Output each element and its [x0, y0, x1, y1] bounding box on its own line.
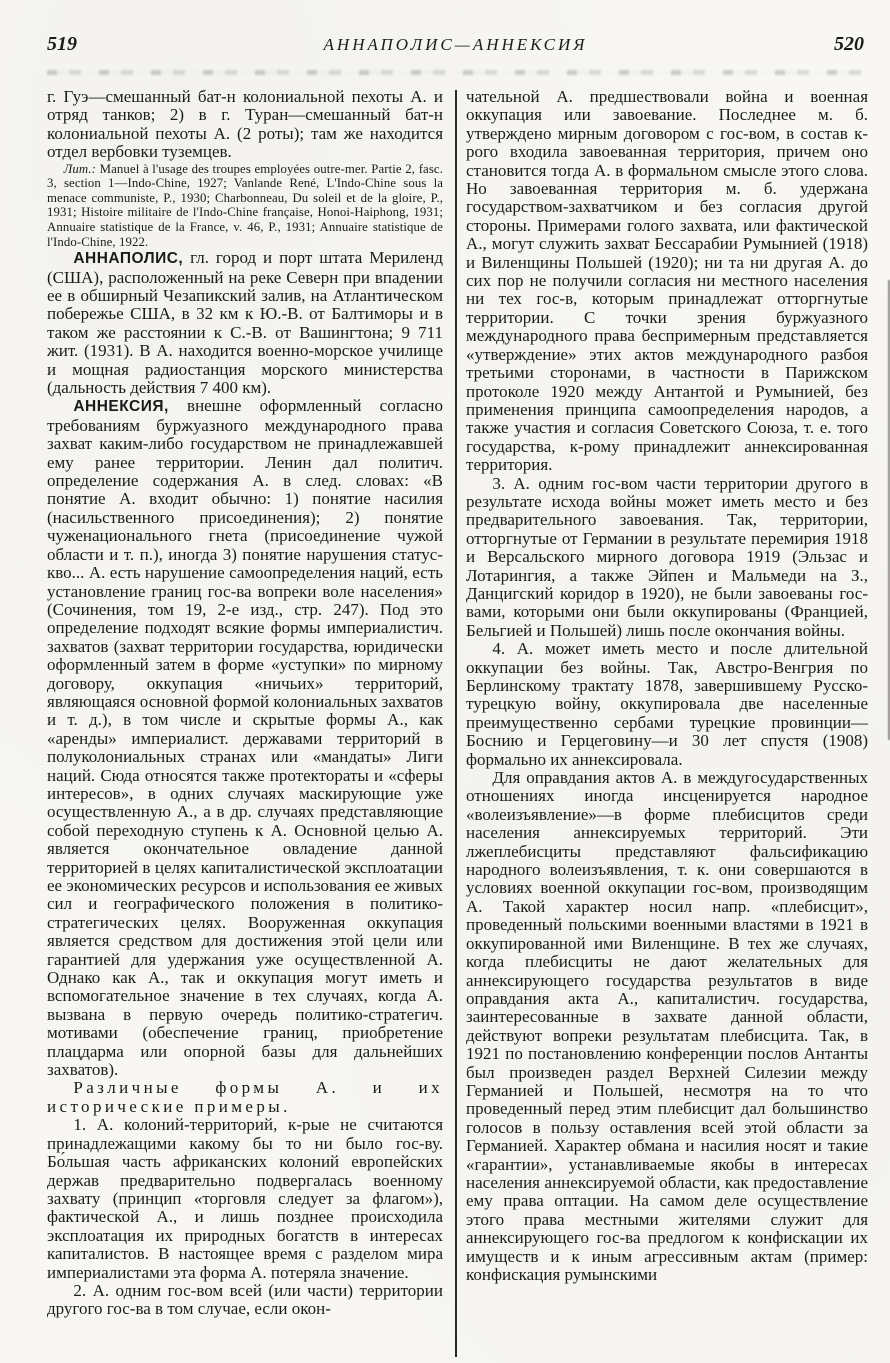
numbered-item-4: 4. А. может иметь место и после длительной оккупации без войны. Так, Австро-Венгрия по Берлинскому трактату 1878, завершившему Русско-турецкую войну, оккупировала две населенные преимущественно сербами турецкие провинции—Боснию и Герцеговину—и 30 лет спустя (1908) формально их аннексировала.	[466, 639, 869, 769]
header-rule	[47, 70, 864, 75]
entry-anneksiya-body: внешне оформленный согласно требованиям буржуазного международного права захват каким-либо государством не принадлежавшей ему ранее территории. Ленин дал политич. определение содержания А. в след. словах: «В понятие А. входит обычно: 1) понятие насилия (насильственного присоединения); 2) понятие чуженационального гнета (присоединение чужой области и т. п.), иногда 3) понятие нарушения статус-кво... А. есть нарушение самоопределения наций, есть установление границ гос-ва вопреки воле населения» (Сочинения, том 19, 2-е изд., стр. 247). Под это определение подходят всякие формы империалистич. захватов (захват территории государства, юридически оформленный затем в форме «уступки» по мирному договору, оккупация «ничьих» территорий, являющаяся основной формой колониальных захватов и т. д.), в том числе и скрытые формы А., как «аренды» империалист. державами территорий в полуколониальных странах или «мандаты» Лиги наций. Сюда относятся также протектораты и «сферы интересов», в одних случаях маскирующие уже осуществленную А., а в др. случаях представляющие собой переходную ступень к А. Основной целью А. является окончательное овладение данной территорией в целях капиталистической эксплоатации ее экономических ресурсов и использования ее живых сил и географического положения в политико-стратегических целях. Вооруженная оккупация является средством для достижения этой цели или гарантией для удержания уже осуществленной А. Однако как А., так и оккупация могут иметь и вспомогательное значение в тех случаях, когда А. вызвана в первую очередь политико-стратегич. мотивами (обеспечение границ, приобретение плацдарма или опорной базы для дальнейших захватов).	[47, 396, 444, 1080]
continuation-paragraph: г. Гуэ—смешанный бат-н колониальной пехоты А. и отряд танков; 2) в г. Туран—смешанный бат-н колониальной пехоты А. (2 роты); там же находится отдел вербовки туземцев.	[47, 87, 444, 162]
page-header	[47, 34, 864, 54]
right-column	[466, 88, 868, 1357]
entry-annapolis-body: гл. город и порт штата Мериленд (США), расположенный на реке Северн при впадении ее в обширный Чезапикский залив, на Атлантическом побережье США, в 32 км к Ю.-В. от Балтиморы и в таком же расстоянии к С.-В. от Вашингтона; 9 711 жит. (1931). В А. находится военно-морское училище и мощная радиостанция морского министерства (дальность действия 7 400 км).	[47, 248, 444, 398]
text-columns	[47, 88, 868, 1357]
numbered-item-1: 1. А. колоний-территорий, к-рые не считаются принадлежащими какому бы то ни было гос-ву. Бо́льшая часть африканских колоний европейских держав предварительно подвергалась военному захвату (принцип «торговля следует за флагом»), фактической А., и лишь позднее происходила эксплоатация их природных богатств в интересах капиталистов. В настоящее время с разделом мира империалистами эта форма А. потеряла значение.	[47, 1115, 444, 1282]
section-heading: Различные формы А. и их исторические примеры.	[47, 1078, 444, 1116]
entry-annapolis-headword: АННАПОЛИС,	[73, 250, 184, 268]
literature-block	[47, 162, 443, 250]
numbered-item-2: 2. А. одним гос-вом всей (или части) территории другого гос-ва в том случае, если окон-	[47, 1280, 444, 1319]
literature-label: Лит.:	[63, 161, 97, 176]
right-page-number: 520	[834, 33, 864, 55]
numbered-item-3: 3. А. одним гос-вом части территории другого в результате исхода войны может иметь место и без предварительного завоевания. Так, территории, отторгнутые от Германии в результате перемирия 1918 и Версальского мирного договора 1919 (Эльзас и Лотарингия, а также Эйпен и Мальмеди на З., Данцигский коридор в 1920), не были завоеваны гос-вами, которыми они были оккупированы (Францией, Бельгией и Польшей) лишь после окончания войны.	[466, 473, 869, 640]
column-divider	[455, 90, 457, 1357]
entry-anneksiya-headword: АННЕКСИЯ,	[73, 398, 169, 416]
literature-text: Manuel à l'usage des troupes employées outre-mer. Partie 2, fasc. 3, section 1—Indo-Chine, 1927; Vanlande René, L'Indo-Chine sous la menace communiste, P., 1930; Charbonneau, Du soleil et de la gloire, P., 1931; Histoire militaire de l'Indo-Chine française, Honoi-Haiphong, 1931; Annuaire statistique de la France, v. 46, P., 1931; Annuaire statistique de l'Indo-Chine, 1922.	[47, 161, 444, 249]
entry-anneksiya	[47, 397, 443, 1079]
continuation-paragraph-right: чательной А. предшествовали война и военная оккупация или завоевание. Последнее м. б. утверждено мирным договором с гос-вом, в состав к-рого входила завоеванная территория, причем оно становится тогда А. в формальном смысле этого слова. Но завоеванная территория м. б. удержана государством-захватчиком и без согласия другой стороны. Примерами голого захвата, или фактической А., могут служить захват Бессарабии Румынией (1918) и Виленщины Польшей (1920); ни та ни другая А. до сих пор не получили согласия ни местного населения ни тех гос-в, которым принадлежат отторгнутые территории. С точки зрения буржуазного международного права беспримерным представляется «утверждение» этих актов международного разбоя третьими сторонами, в частности в Парижском протоколе 1920 между Антантой и Румынией, без применения принципа самоопределения народов, а также участия и согласия Советского Союза, т. е. того государства, к-рому принадлежит аннексированная территория.	[466, 87, 869, 475]
left-page-number: 519	[47, 33, 77, 55]
entry-annapolis	[47, 249, 443, 397]
plebiscite-paragraph: Для оправдания актов А. в междугосударственных отношениях иногда инсценируется народное «волеизъявление»—в форме плебисцитов среди населения аннексируемых территорий. Эти лжеплебисциты представляют фальсификацию народного волеизъявления, т. к. они совершаются в условиях военной оккупации гос-вом, производящим А. Такой характер носил напр. «плебисцит», проведенный польскими военными властями в 1921 в оккупированной ими Виленщине. В тех же случаях, когда плебисциты не дают желательных для аннексирующего государства результатов в виде оправдания акта А., капиталистич. государства, заинтересованные в захвате данной области, действуют вопреки результатам плебисцита. Так, в 1921 по постановлению конференции послов Антанты был произведен раздел Верхней Силезии между Германией и Польшей, несмотря на то что проведенный перед этим плебисцит дал большинство голосов в пользу оставления всей этой области за Германией. Характер обмана и насилия носят и такие «гарантии», устанавливаемые якобы в интересах населения аннексируемой области, как предоставление ему права оптации. На самом деле осуществление этого права местными жителями служит для аннексирующего гос-ва предлогом к конфискации их имуществ и к иным агрессивным актам (пример: конфискация румынскими	[466, 768, 869, 1284]
running-title: АННАПОЛИС—АННЕКСИЯ	[323, 35, 588, 54]
left-column	[47, 88, 443, 1357]
